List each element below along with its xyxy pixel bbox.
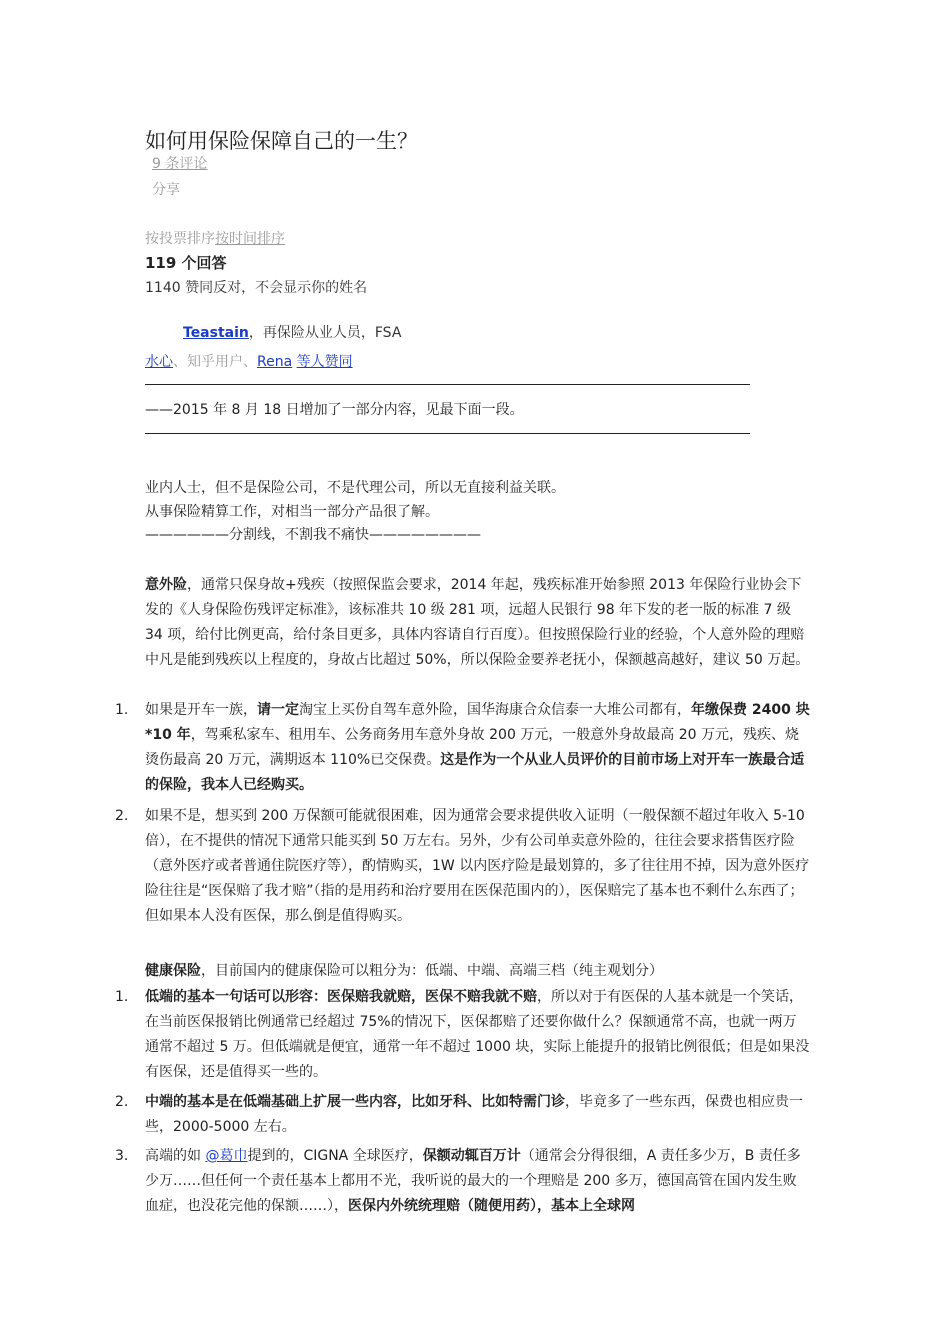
liker-link-2[interactable]: Rena bbox=[257, 354, 293, 370]
list-item-body bbox=[145, 1144, 810, 1219]
health-heading: 健康保险 bbox=[145, 963, 201, 979]
intro-line-1: 业内人士，但不是保险公司，不是代理公司，所以无直接利益关联。 bbox=[145, 480, 565, 496]
health-paragraph bbox=[145, 959, 810, 984]
likers-suffix-link[interactable]: 等人赞同 bbox=[296, 354, 353, 370]
list-item-text: 如果是开车一族， bbox=[145, 702, 257, 718]
sort-by-time-link[interactable]: 按时间排序 bbox=[215, 231, 285, 247]
list-number: 3. bbox=[115, 1148, 129, 1164]
intro-divider: ——————分割线，不割我不痛快———————— bbox=[145, 527, 481, 543]
list-item-body bbox=[145, 698, 810, 798]
health-text: ，目前国内的健康保险可以粗分为：低端、中端、高端三档（纯主观划分） bbox=[201, 963, 663, 979]
update-note: ——2015 年 8 月 18 日增加了一部分内容，见最下面一段。 bbox=[145, 402, 524, 418]
likers-separator: 、知乎用户、 bbox=[173, 354, 257, 370]
list-item-bold: 这是作为一个从业人员评价的目前市场上对开车一族最合适的保险，我本人已经购买。 bbox=[145, 752, 805, 793]
list-item-bold: 医保内外统统理赔（随便用药），基本上全球网 bbox=[348, 1198, 635, 1214]
list-item-text: 淘宝上买份自驾车意外险，国华海康合众信泰一大堆公司都有， bbox=[299, 702, 691, 718]
author-name-link[interactable]: Teastain bbox=[183, 325, 249, 341]
list-item-text: ，所以对于有医保的人基本就是一个笑话，在当前医保报销比例通常已经超过 75%的情况下，医保都赔了还要你做什么？保额通常不高，也就一两万通常不超过 5 万。但低端就是便宜，通常一年不超过 1000 块，实际上能提升的报销比例很低；但是如果没有医保，还是值得买一些的。 bbox=[145, 989, 810, 1080]
list-item-bold: 低端的基本一句话可以形容：医保赔我就赔，医保不赔我就不赔 bbox=[145, 989, 537, 1005]
list-item-text: ，驾乘私家车、租用车、公务商务用车意外身故 200 万元，一般意外身故最高 20 万元，残疾、烧烫伤最高 20 万元，满期返本 110%已交保费。 bbox=[145, 727, 800, 768]
list-item-text: （通常会分得很细，A 责任多少万，B 责任多少万……但任何一个责任基本上都用不光，我听说的最大的一个理赔是 200 多万，德国高管在国内发生败血症，也没花完他的保额……）， bbox=[145, 1148, 801, 1214]
list-number: 1. bbox=[115, 989, 129, 1005]
answer-author bbox=[183, 322, 401, 342]
list-item-bold: 请一定 bbox=[257, 702, 299, 718]
mention-link[interactable]: @葛巾 bbox=[205, 1148, 248, 1164]
comments-link-row bbox=[152, 153, 207, 173]
list-item-body bbox=[145, 985, 810, 1085]
liker-link-1[interactable]: 水心 bbox=[145, 354, 173, 370]
sort-options bbox=[145, 228, 285, 248]
answers-count: 119 个回答 bbox=[145, 254, 227, 272]
list-item-text: 高端的如 bbox=[145, 1148, 201, 1164]
intro-line-2: 从事保险精算工作，对相当一部分产品很了解。 bbox=[145, 504, 439, 520]
list-item-text: 如果不是，想买到 200 万保额可能就很困难，因为通常会要求提供收入证明（一般保额不超过年收入 5-10 倍），在不提供的情况下通常只能买到 50 万左右。另外，少有公司单卖意外险的，往往会要求搭售医疗险（意外医疗或者普通住院医疗等），酌情购买，1W 以内医疗险是最划算的，多了往往用不掉，因为意外医疗险往往是“医保赔了我才赔”（指的是用药和治疗要用在医保范围内的），医保赔完了基本也不剩什么东西了；但如果本人没有医保，那么倒是值得购买。 bbox=[145, 808, 810, 924]
list-item-bold: 保额动辄百万计 bbox=[422, 1148, 521, 1164]
accident-paragraph bbox=[145, 573, 810, 673]
list-item-body bbox=[145, 1090, 810, 1140]
accident-heading: 意外险 bbox=[145, 577, 187, 593]
likers-row bbox=[145, 351, 353, 371]
list-item-bold: 年缴保费 2400 块*10 年 bbox=[145, 702, 810, 743]
list-number: 2. bbox=[115, 1094, 129, 1110]
list-item-text: 提到的，CIGNA 全球医疗， bbox=[247, 1148, 423, 1164]
sort-by-votes[interactable]: 按投票排序 bbox=[145, 231, 215, 247]
divider-rule-bottom bbox=[145, 433, 750, 434]
list-number: 1. bbox=[115, 702, 129, 718]
list-item-bold: 中端的基本是在低端基础上扩展一些内容，比如牙科、比如特需门诊 bbox=[145, 1094, 565, 1110]
vote-bar-text: 1140 赞同反对，不会显示你的姓名 bbox=[145, 280, 368, 296]
accident-text: ，通常只保身故+残疾（按照保监会要求，2014 年起，残疾标准开始参照 2013 年保险行业协会下发的《人身保险伤残评定标准》，该标准共 10 级 281 项，远超人民银行 98 年下发的老一版的标准 7 级 34 项，给付比例更高，给付条目更多，具体内容请自行百度）。但按照保险行业的经验，个人意外险的理赔中凡是能到残疾以上程度的，身故占比超过 50%，所以保险金要养老抚小，保额越高越好，建议 50 万起。 bbox=[145, 577, 810, 668]
question-title: 如何用保险保障自己的一生？ bbox=[145, 129, 418, 153]
share-label[interactable]: 分享 bbox=[152, 182, 180, 198]
comments-link[interactable]: 9 条评论 bbox=[152, 156, 208, 172]
list-item-body bbox=[145, 804, 810, 929]
author-bio: ，再保险从业人员，FSA bbox=[248, 325, 402, 341]
list-item-text: ，毕竟多了一些东西，保费也相应贵一些，2000-5000 左右。 bbox=[145, 1094, 803, 1135]
list-number: 2. bbox=[115, 808, 129, 824]
divider-rule-top bbox=[145, 384, 750, 385]
